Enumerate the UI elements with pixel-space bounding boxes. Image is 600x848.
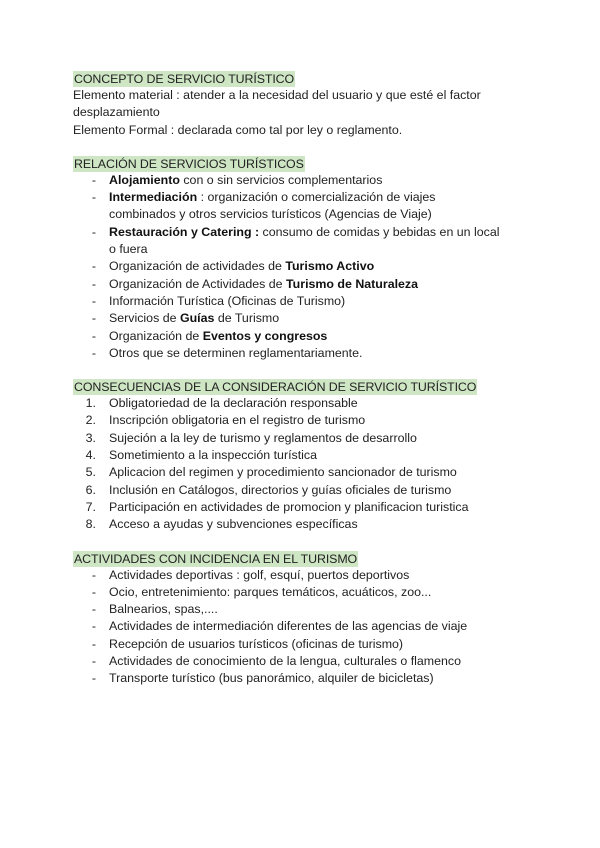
section-heading: CONSECUENCIAS DE LA CONSIDERACIÓN DE SERVICIO TURÍSTICO [74,380,477,395]
dash-marker: - [91,345,97,360]
dash-marker: - [91,328,97,343]
list-item [73,224,533,259]
item-text-continued: o fuera [109,242,148,257]
item-text-continued: combinados y otros servicios turísticos (Agencias de Viaje) [109,207,432,222]
activities-list [73,567,533,688]
item-text: Ocio, entretenimiento: parques temáticos, acuáticos, zoo... [109,584,432,599]
item-text: Actividades de intermediación diferentes de las agencias de viaje [109,619,468,634]
number-marker: 4. [85,448,96,463]
item-text: Sometimiento a la inspección turística [109,448,317,463]
dash-marker: - [91,311,97,326]
dash-marker: - [91,584,97,599]
section-heading: RELACIÓN DE SERVICIOS TURÍSTICOS [74,156,304,171]
item-bold: Alojamiento [109,172,180,187]
item-text: Servicios de [109,311,180,326]
item-text: Obligatoriedad de la declaración responsable [109,396,358,411]
item-text: Sujeción a la ley de turismo y reglamentos de desarrollo [109,430,417,445]
section-heading: CONCEPTO DE SERVICIO TURÍSTICO [74,72,295,86]
dash-marker: - [91,619,97,634]
number-marker: 5. [85,465,96,480]
numbered-item [73,464,533,481]
services-list [73,172,533,362]
dash-marker: - [91,602,97,617]
document-page [73,71,533,688]
section-relacion [73,156,533,362]
list-item [73,670,533,687]
dash-marker: - [91,293,97,308]
section-consecuencias [73,379,533,533]
list-item [73,276,533,293]
paragraph-line: Elemento material : atender a la necesidad del usuario y que esté el factor [73,88,481,102]
list-item [73,258,533,275]
section-actividades [73,551,533,688]
item-text: Organización de actividades de [109,259,286,274]
item-text: Inclusión en Catálogos, directorios y guías oficiales de turismo [109,482,452,497]
list-item [73,293,533,310]
item-text: Acceso a ayudas y subvenciones específicas [109,517,358,532]
dash-marker: - [91,567,97,582]
item-bold: Restauración y Catering : [109,224,260,239]
number-marker: 8. [85,517,96,532]
dash-marker: - [91,172,97,187]
paragraph-line: Elemento Formal : declarada como tal por ley o reglamento. [73,122,403,137]
numbered-item [73,412,533,429]
item-text: Organización de [109,328,203,343]
item-text: Balnearios, spas,.... [109,602,218,617]
section-heading: ACTIVIDADES CON INCIDENCIA EN EL TURISMO [74,551,358,566]
numbered-item [73,447,533,464]
number-marker: 3. [85,430,96,445]
numbered-item [73,395,533,412]
paragraph-line: desplazamiento [73,105,160,120]
number-marker: 6. [85,482,96,497]
list-item [73,310,533,327]
dash-marker: - [91,190,97,205]
item-bold: Guías [179,311,215,326]
item-bold: Intermediación [109,190,198,205]
list-item [73,653,533,670]
item-text: Organización de Actividades de [109,276,287,291]
dash-marker: - [91,276,97,291]
list-item [73,618,533,635]
item-text: Actividades deportivas : golf, esquí, puertos deportivos [109,567,410,582]
item-text: Aplicacion del regimen y procedimiento sancionador de turismo [109,465,457,480]
item-bold: Turismo de Naturaleza [286,276,419,291]
numbered-item [73,482,533,499]
numbered-item [73,499,533,516]
number-marker: 7. [85,499,96,514]
list-item [73,601,533,618]
item-text: consumo de comidas y bebidas en un local [259,224,500,239]
dash-marker: - [91,671,97,686]
numbered-item [73,430,533,447]
item-text: con o sin servicios complementarios [179,172,383,187]
item-bold: Eventos y congresos [202,328,328,343]
dash-marker: - [91,259,97,274]
dash-marker: - [91,636,97,651]
list-item [73,567,533,584]
item-text: de Turismo [214,311,280,326]
number-marker: 1. [85,396,96,411]
item-text: Otros que se determinen reglamentariamente. [109,345,363,360]
item-text: Inscripción obligatoria en el registro de turismo [109,413,366,428]
list-item [73,584,533,601]
list-item [73,189,533,224]
number-marker: 2. [85,413,96,428]
list-item [73,172,533,189]
dash-marker: - [91,654,97,669]
dash-marker: - [91,224,97,239]
list-item [73,328,533,345]
numbered-item [73,516,533,533]
item-text: Información Turística (Oficinas de Turismo) [109,293,346,308]
item-text: Actividades de conocimiento de la lengua, culturales o flamenco [109,654,461,669]
section-concepto [73,71,533,139]
list-item [73,345,533,362]
item-text: : organización o comercialización de viajes [197,190,436,205]
item-text: Transporte turístico (bus panorámico, alquiler de bicicletas) [109,671,434,686]
item-text: Participación en actividades de promocion y planificacion turistica [109,499,469,514]
consequences-list [73,395,533,533]
item-bold: Turismo Activo [285,259,375,274]
item-text: Recepción de usuarios turísticos (oficinas de turismo) [109,636,404,651]
list-item [73,636,533,653]
